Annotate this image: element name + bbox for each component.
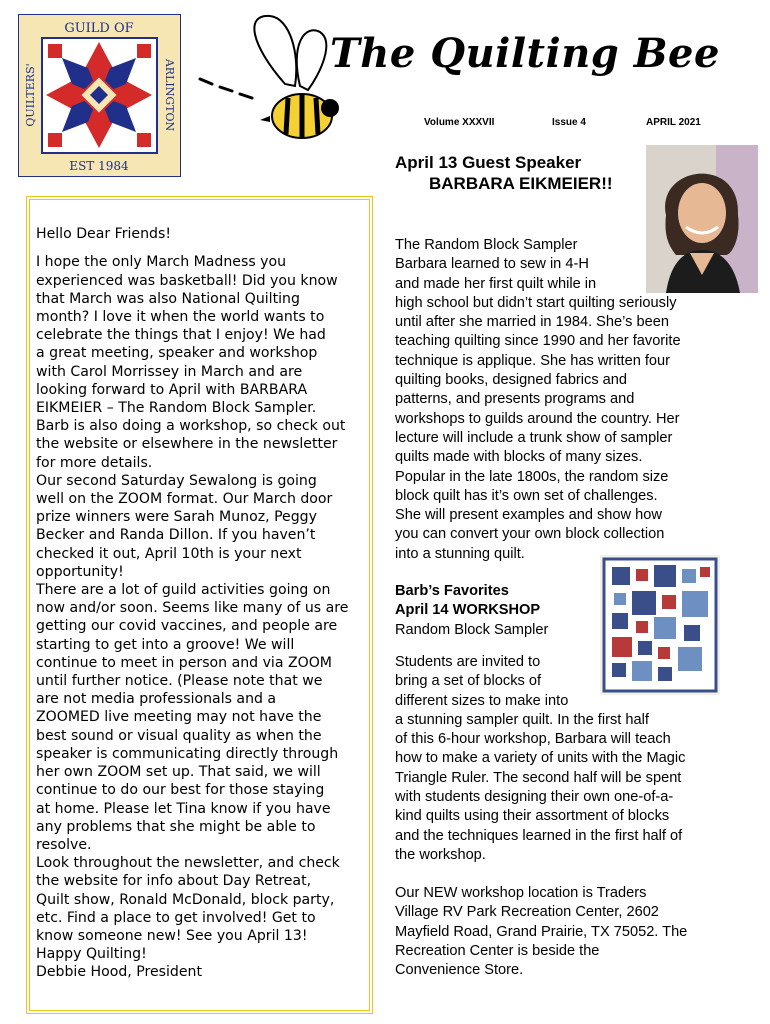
bio-line: and made her first quilt while in xyxy=(395,275,597,292)
location-line: Mayfield Road, Grand Prairie, TX 75052. The xyxy=(395,923,688,940)
description-line: the workshop. xyxy=(395,846,486,863)
president-letter xyxy=(36,207,370,982)
description-line: how to make a variety of units with the Magic xyxy=(395,750,686,767)
speaker-bio xyxy=(395,236,681,564)
bee-illustration xyxy=(190,4,340,164)
bio-line: Barbara learned to sew in 4-H xyxy=(395,256,589,273)
bio-line: workshops to guilds around the country. Her xyxy=(395,410,680,427)
bio-line: teaching quilting since 1990 and her favorite xyxy=(395,333,681,350)
description-line: a stunning sampler quilt. In the first half xyxy=(395,711,649,728)
logo-right-text: ARLINGTON xyxy=(163,58,176,132)
newsletter-title: The Quilting Bee xyxy=(330,30,720,77)
workshop-description xyxy=(395,653,685,865)
description-line: of this 6-hour workshop, Barbara will teach xyxy=(395,731,671,748)
description-line: kind quilts using their assortment of blocks xyxy=(395,808,670,825)
speaker-heading-line1: April 13 Guest Speaker xyxy=(395,153,582,172)
issue-date: APRIL 2021 xyxy=(646,117,701,128)
bio-line: Popular in the late 1800s, the random size xyxy=(395,468,669,485)
workshop-name: Random Block Sampler xyxy=(395,621,549,638)
volume-label: Volume XXXVII xyxy=(424,117,495,128)
description-line: bring a set of blocks of xyxy=(395,673,542,690)
logo-left-text: QUILTERS' xyxy=(24,63,37,127)
description-line: and the techniques learned in the first half of xyxy=(395,827,683,844)
speaker-heading xyxy=(395,152,613,194)
bio-line: until after she married in 1984. She’s been xyxy=(395,314,669,331)
location-line: Recreation Center is beside the xyxy=(395,942,600,959)
letter-greeting: Hello Dear Friends! xyxy=(36,226,171,243)
location-line: Village RV Park Recreation Center, 2602 xyxy=(395,904,659,921)
description-line: with students designing their own one-of-a- xyxy=(395,789,674,806)
bio-line: lecture will include a trunk show of sampler xyxy=(395,429,673,446)
favorites-label: Barb’s Favorites xyxy=(395,583,509,599)
bio-line: you can convert your own block collection xyxy=(395,526,665,543)
logo-bottom-text: EST 1984 xyxy=(69,159,129,173)
issue-label: Issue 4 xyxy=(552,117,586,128)
location-line: Convenience Store. xyxy=(395,962,524,979)
bio-line: block quilt has it’s own set of challenges. xyxy=(395,487,658,504)
bio-line: quilts made with blocks of many sizes. xyxy=(395,449,643,466)
bio-line: into a stunning quilt. xyxy=(395,545,525,562)
bio-line: The Random Block Sampler xyxy=(395,237,578,253)
workshop-heading: April 14 WORKSHOP xyxy=(395,602,541,619)
logo-top-text: GUILD OF xyxy=(64,21,134,36)
bio-line: quilting books, designed fabrics and xyxy=(395,372,628,389)
workshop-location xyxy=(395,884,687,980)
description-line: Triangle Ruler. The second half will be spent xyxy=(395,769,682,786)
speaker-heading-line2: BARBARA EIKMEIER!! xyxy=(429,174,613,193)
bio-line: technique is applique. She has written four xyxy=(395,352,671,369)
bio-line: high school but didn’t start quilting seriously xyxy=(395,294,677,311)
bio-line: patterns, and presents programs and xyxy=(395,391,635,408)
description-line: different sizes to make into xyxy=(395,692,569,709)
location-line: Our NEW workshop location is Traders xyxy=(395,885,647,901)
letter-body: I hope the only March Madness you experienced was basketball! Did you know that March was also National Quilting month? I love it when the world wants to celebrate the things that I enjoy! We had a great meeting, speaker and workshop with Carol Morrissey in March and are looking forward to April with BARBARA EIKMEIER – The Random Block Sampler. Barb is also doing a workshop, so check out the website or elsewhere in the newsletter for more details. Our second Saturday Sewalong is going well on the ZOOM format. Our March door prize winners were Sarah Munoz, Peggy Becker and Randa Dillon. If you haven’t checked it out, April 10th is your next opportunity! There are a lot of guild activities going on now and/or soon. Seems like many of us are getting our covid vaccines, and people are starting to get into a groove! We will continue to meet in person and via ZOOM until further notice. (Please note that we are not media professionals and a ZOOMED live meeting may not have the best sound or visual quality as when the speaker is communicating directly through her own ZOOM set up. That said, we will continue to do our best for those staying at home. Please let Tina know if you have any problems that she might be able to resolve. Look throughout the newsletter, and check the website for info about Day Retreat, Quilt show, Ronald McDonald, block party, etc. Find a place to get involved! Get to know someone new! See you April 13! Happy Quilting! Debbie Hood, President xyxy=(36,254,349,981)
guild-logo xyxy=(18,14,181,177)
workshop-header xyxy=(395,582,548,640)
description-line: Students are invited to xyxy=(395,654,541,670)
bio-line: She will present examples and show how xyxy=(395,507,662,524)
